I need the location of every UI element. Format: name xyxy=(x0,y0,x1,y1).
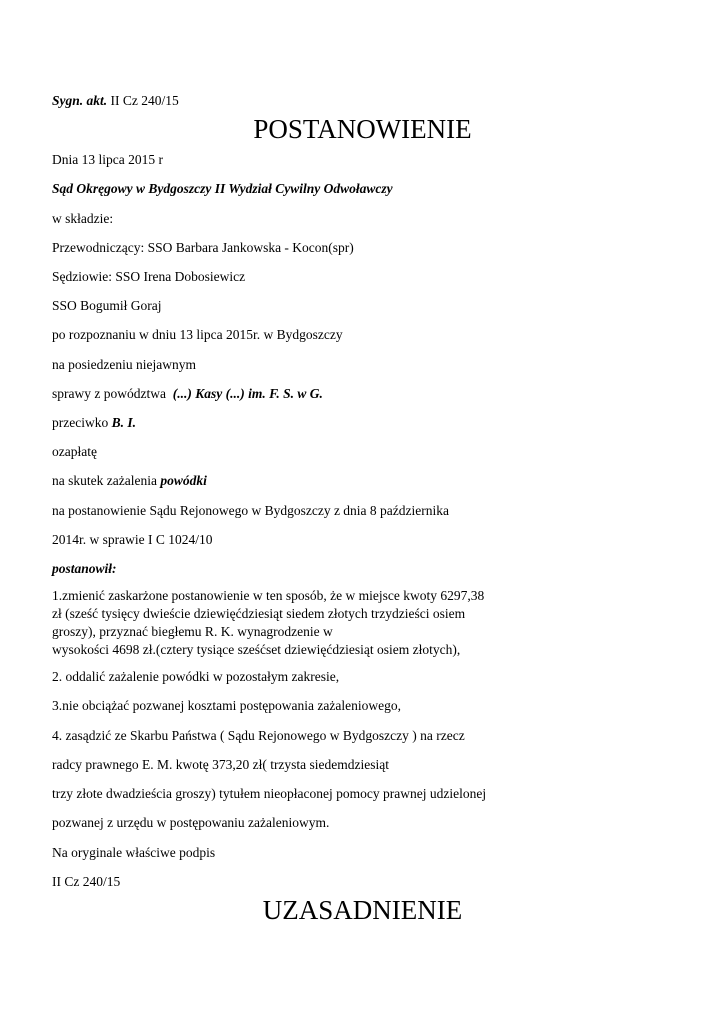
against-prefix: przeciwko xyxy=(52,415,109,430)
ruling-point-4-line3: trzy złote dwadzieścia groszy) tytułem nieopłaconej pomocy prawnej udzielonej xyxy=(52,786,487,801)
ruling-reference-line1: na postanowienie Sądu Rejonowego w Bydgoszczy z dnia 8 października xyxy=(52,503,450,518)
point1-line2: zł (sześć tysięcy dwieście dziewięćdziesiąt siedem złotych trzydzieści osiem xyxy=(52,606,466,621)
against-line xyxy=(52,414,136,431)
justification-title: UZASADNIENIE xyxy=(262,895,463,925)
plaintiff-name: (...) Kasy (...) im. F. S. w G. xyxy=(172,386,323,401)
case-signature-label: Sygn. akt. xyxy=(52,93,108,108)
footer-case-signature: II Cz 240/15 xyxy=(52,874,121,889)
ruling-point-4-line4: pozwanej z urzędu w postępowaniu zażaleniowym. xyxy=(52,815,330,830)
case-parties xyxy=(52,385,323,402)
case-prefix: sprawy z powództwa xyxy=(52,386,166,401)
document-title: POSTANOWIENIE xyxy=(253,114,472,144)
ruling-point-1 xyxy=(52,587,485,659)
decided-heading: postanowił: xyxy=(52,561,117,576)
court-name: Sąd Okręgowy w Bydgoszczy II Wydział Cywilny Odwoławczy xyxy=(52,181,393,196)
composition-intro: w składzie: xyxy=(52,211,114,226)
ruling-point-4-line1: 4. zasądzić ze Skarbu Państwa ( Sądu Rejonowego w Bydgoszczy ) na rzecz xyxy=(52,728,465,743)
defendant-name: B. I. xyxy=(111,415,136,430)
judges: Sędziowie: SSO Irena Dobosiewicz xyxy=(52,269,246,284)
hearing-info: po rozpoznaniu w dniu 13 lipca 2015r. w Bydgoszczy xyxy=(52,327,343,342)
ruling-point-3: 3.nie obciążać pozwanej kosztami postępowania zażaleniowego, xyxy=(52,698,401,713)
session-type: na posiedzeniu niejawnym xyxy=(52,357,196,372)
appeal-line xyxy=(52,472,207,489)
point1-line1: 1.zmienić zaskarżone postanowienie w ten sposób, że w miejsce kwoty 6297,38 xyxy=(52,588,485,603)
ruling-date: Dnia 13 lipca 2015 r xyxy=(52,152,163,167)
ruling-point-4-line2: radcy prawnego E. M. kwotę 373,20 zł( trzysta siedemdziesiąt xyxy=(52,757,390,772)
point1-line4: wysokości 4698 zł.(cztery tysiące sześćset dziewięćdziesiąt osiem złotych), xyxy=(52,642,461,657)
appeal-prefix: na skutek zażalenia xyxy=(52,473,157,488)
ruling-point-2: 2. oddalić zażalenie powódki w pozostałym zakresie, xyxy=(52,669,340,684)
point1-line3: groszy), przyznać biegłemu R. K. wynagrodzenie w xyxy=(52,624,333,639)
case-signature-value: II Cz 240/15 xyxy=(110,93,179,108)
case-subject: ozapłatę xyxy=(52,444,97,459)
signature-note: Na oryginale właściwe podpis xyxy=(52,845,216,860)
appellant-name: powódki xyxy=(160,473,207,488)
judge-second: SSO Bogumił Goraj xyxy=(52,298,162,313)
ruling-reference-line2: 2014r. w sprawie I C 1024/10 xyxy=(52,532,213,547)
case-signature xyxy=(52,92,179,109)
chairperson: Przewodniczący: SSO Barbara Jankowska - Kocon(spr) xyxy=(52,240,354,255)
